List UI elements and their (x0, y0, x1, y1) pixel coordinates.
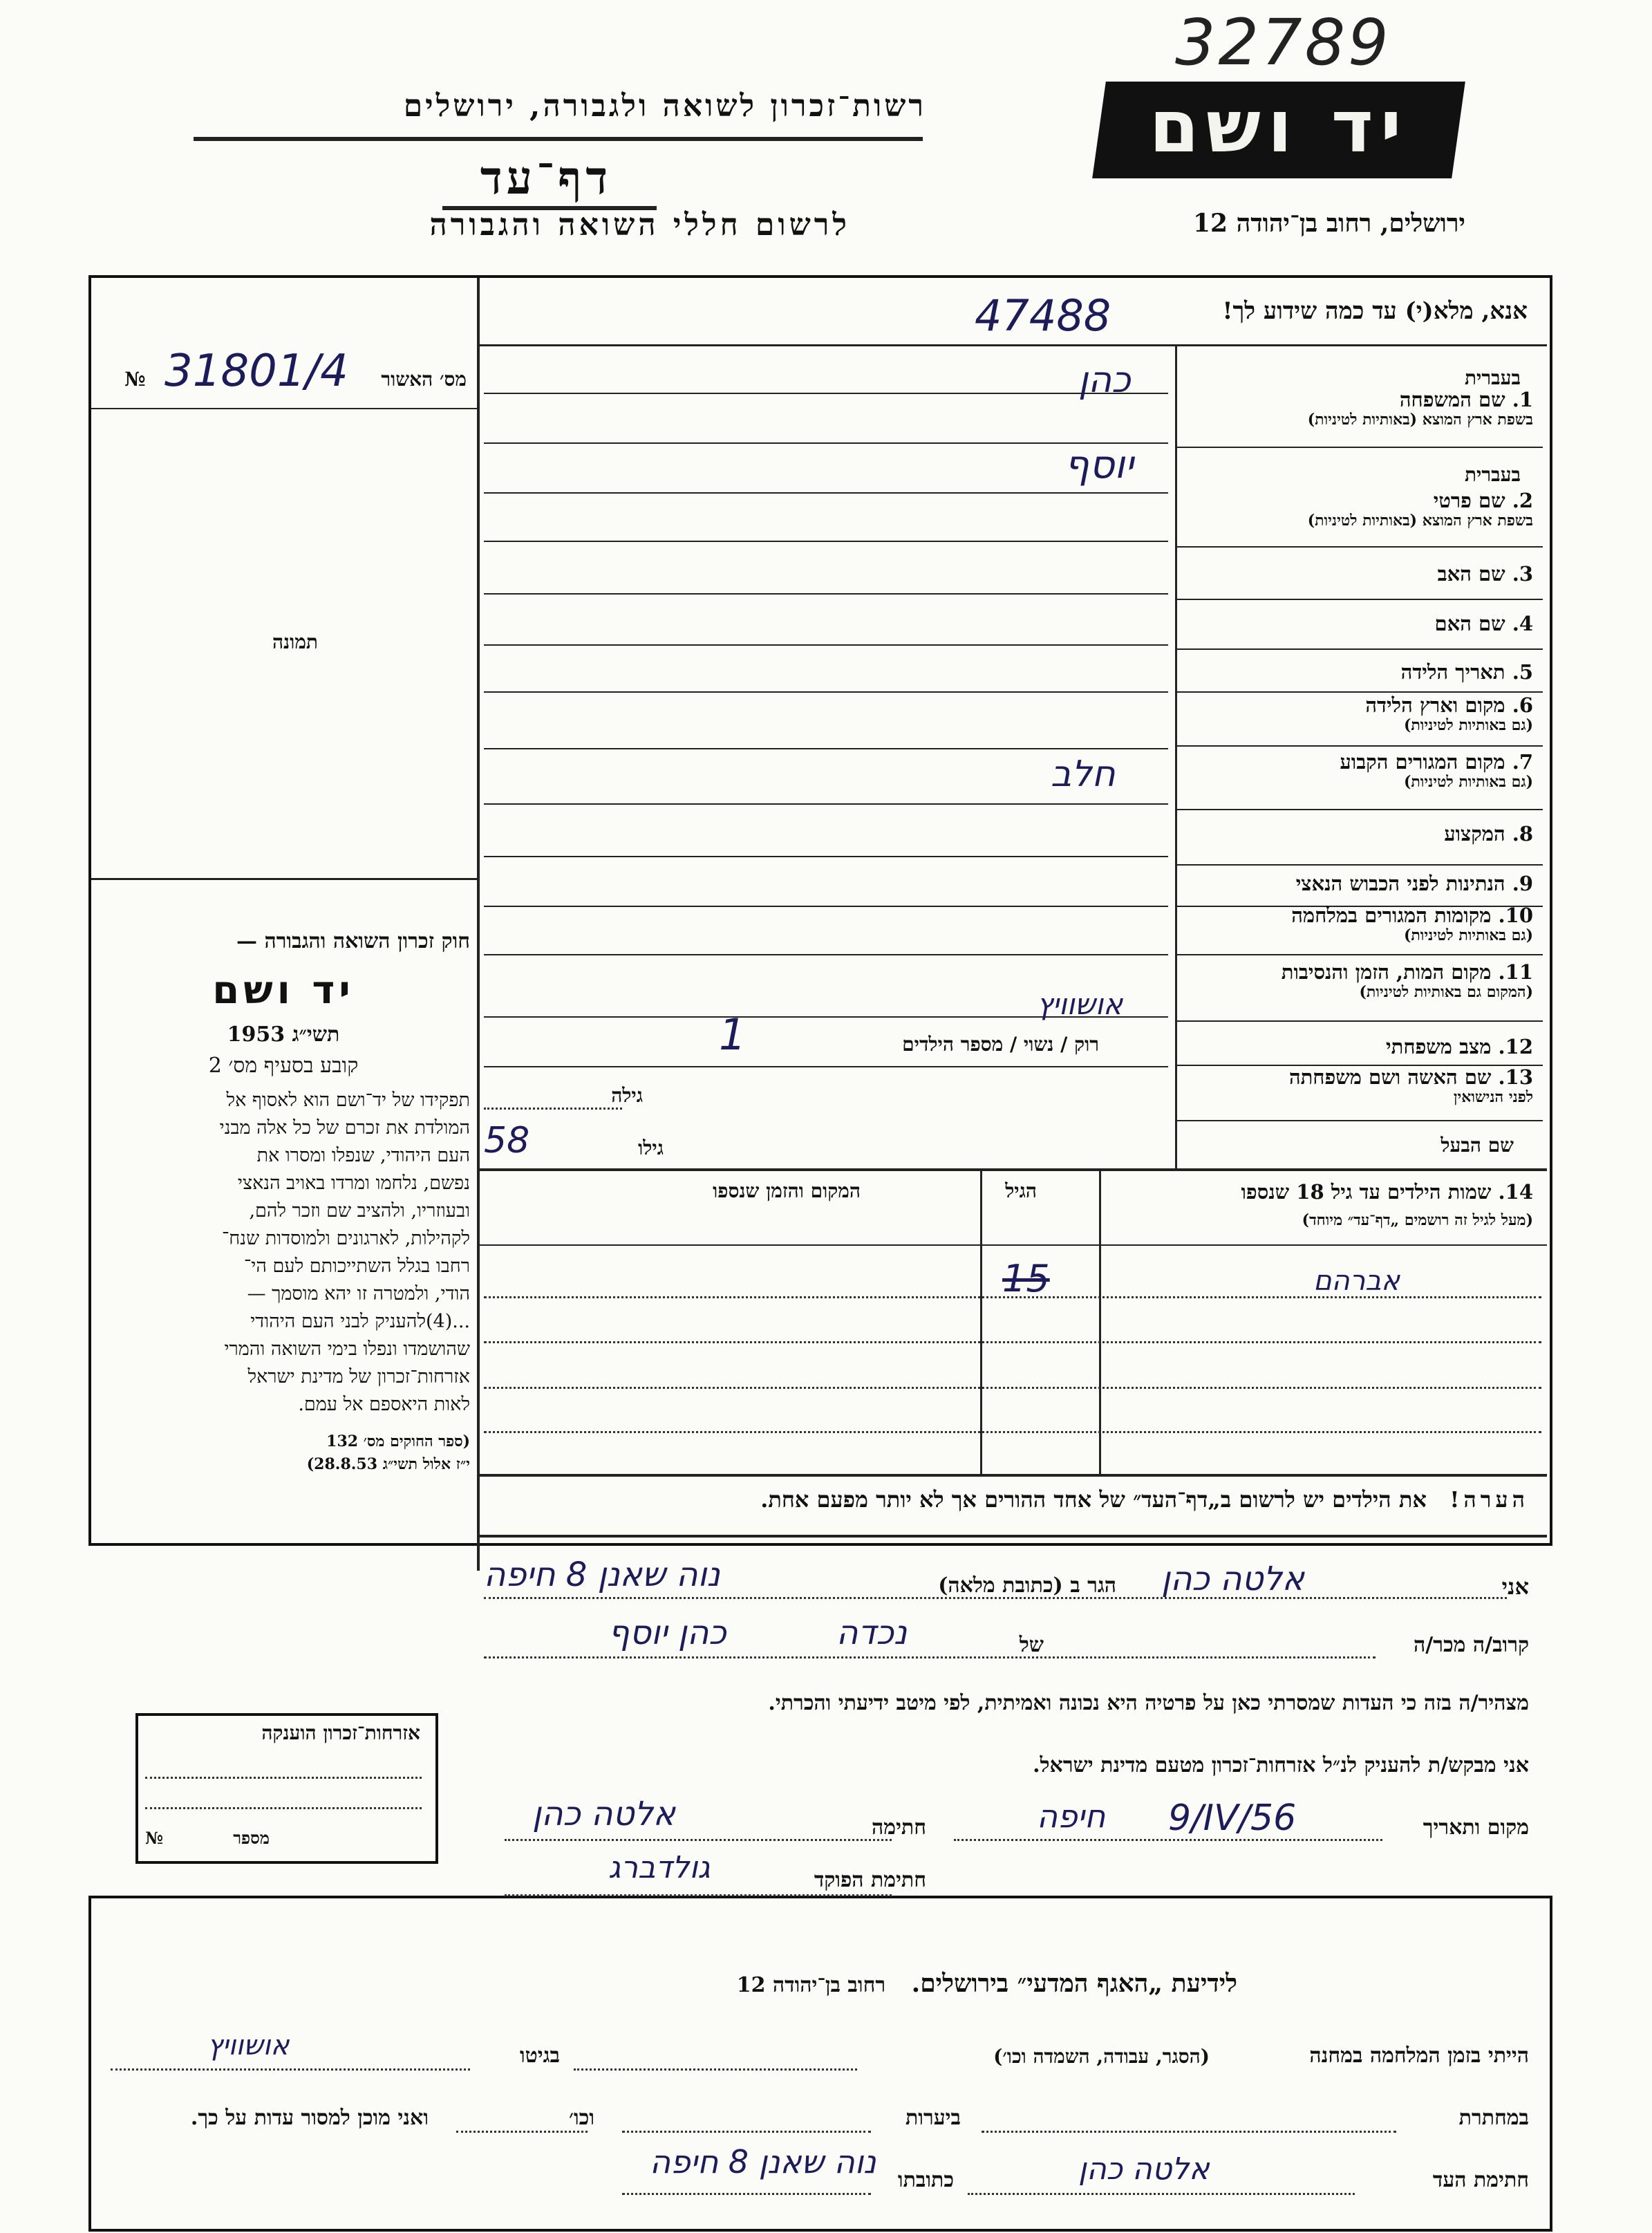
citizenship-box-line (145, 1807, 422, 1809)
field-5-birth-date (1174, 661, 1533, 684)
label-rule (1176, 864, 1543, 866)
address-line (484, 1597, 1507, 1599)
ready-to-testify: ואני מוכן למסור עדות על כך. (190, 2106, 429, 2130)
note-top-rule (478, 1474, 1547, 1477)
children-header-rule (478, 1244, 1547, 1246)
label-rule (1176, 1020, 1543, 1022)
archive-number: 32789 (1175, 6, 1391, 80)
officer-signature-value: גולדברג (608, 1850, 711, 1885)
label-rule (1176, 648, 1543, 650)
field-13-sub: לפני הנישואין (1453, 1088, 1533, 1107)
approval-label: מס׳ האשור (381, 368, 467, 391)
declarant-i-label: אני (1501, 1573, 1529, 1600)
note-bottom-rule (478, 1535, 1547, 1538)
children-age-col-left (980, 1170, 982, 1474)
wife-age-label: גילה (611, 1084, 643, 1107)
officer-signature-label: חתימת הפוקד (814, 1868, 926, 1892)
field-2-sub: בשפת ארץ המוצא (באותיות לטיניות) (1307, 512, 1533, 530)
signature-value: אלטה כהן (532, 1795, 675, 1833)
value-rule (484, 1066, 1168, 1067)
law-line: העם היהודי, שנפלו ומסרו את (256, 1144, 470, 1166)
children-row-rule (484, 1431, 1541, 1433)
ghetto-line (111, 2068, 470, 2071)
field-2-label: 2. שם פרטי (1433, 489, 1533, 512)
value-rule (484, 492, 1168, 494)
children-header (1091, 1181, 1533, 1230)
note-line (760, 1486, 1529, 1513)
field-1-value: כהן (1078, 359, 1131, 401)
field-6-sub: (גם באותיות לטיניות) (1403, 716, 1533, 735)
of-name: כהן יוסף (608, 1614, 726, 1652)
value-rule (484, 906, 1168, 907)
field-3-father-name (1174, 563, 1533, 586)
husband-age-value: 58 (484, 1120, 530, 1161)
label-rule (1176, 691, 1543, 693)
hiding-line (982, 2131, 1396, 2133)
label-rule (1176, 599, 1543, 600)
date-line (954, 1839, 1382, 1841)
law-line: אזרחות־זכרון של מדינת ישראל (247, 1365, 470, 1388)
witness-address-label: כתובתו (897, 2168, 954, 2192)
label-rule (1176, 546, 1543, 548)
note-text: את הילדים יש לרשום ב„דף־העד״ של אחד ההורים אך לא יותר מפעם אחת. (760, 1486, 1427, 1513)
photo-label: תמונה (272, 630, 318, 653)
field-9-nationality (1174, 872, 1533, 895)
place-date-label: מקום ותאריך (1423, 1815, 1529, 1840)
field-9-label: 9. הנתינות לפני הכבוש הנאצי (1295, 872, 1533, 895)
section-rule (478, 1168, 1547, 1171)
ghetto-value: אושוויץ (207, 2030, 290, 2062)
photo-area-bottom (91, 878, 478, 880)
witness-address-line (622, 2193, 871, 2195)
law-heading: חוק זכרון השואה והגבורה — (236, 929, 470, 953)
header-address: ירושלים, רחוב בן־יהודה 12 (1192, 209, 1465, 238)
law-line: תפקידו של יד־ושם הוא לאסוף אל (226, 1090, 470, 1112)
field-1-tag: בעברית (1464, 366, 1521, 389)
children-label: 14. שמות הילדים עד גיל 18 שנספו (1241, 1180, 1533, 1204)
officer-signature-line (505, 1894, 892, 1896)
relation-line (484, 1656, 1376, 1659)
citizenship-box-line (145, 1777, 422, 1779)
law-line: ובעוזריו, ולהציב שם וזכר להם, (249, 1199, 470, 1222)
citizenship-no-sign: № (145, 1828, 164, 1848)
law-line: הודי, ולמטרה זו יהא מוסמך — (247, 1282, 470, 1305)
value-rule (484, 856, 1168, 857)
place-value: חיפה (1037, 1797, 1106, 1835)
field-1-sub: בשפת ארץ המוצא (באותיות לטיניות) (1307, 411, 1533, 429)
institution-underline (194, 137, 923, 141)
citizenship-box-title: אזרחות־זכרון הוענקה (261, 1721, 420, 1744)
law-line: לקהילות, לארגונים ולמוסדות שנח־ (221, 1227, 470, 1249)
law-year: 1953 (227, 1022, 285, 1047)
field-7-value: חלב (1051, 754, 1116, 795)
field-11-value: אושוויץ (1037, 987, 1123, 1021)
relation-value: נכדה (836, 1614, 908, 1652)
instruction-text: אנא, מלא(י) עד כמה שידוע לך! (1222, 297, 1528, 325)
value-rule (484, 644, 1168, 646)
left-column-divider (477, 278, 480, 1571)
field-12-label: 12. מצב משפחתי (1386, 1035, 1533, 1058)
approval-value: 31801/4 (165, 346, 348, 397)
witness-signature-label: חתימת העד (1432, 2168, 1529, 2192)
field-10-wartime-residence (1174, 904, 1533, 945)
value-rule (484, 803, 1168, 805)
value-rule (484, 541, 1168, 542)
citizenship-number-label: מספר (233, 1828, 270, 1848)
label-rule (1176, 745, 1543, 747)
field-8-label: 8. המקצוע (1444, 822, 1533, 845)
forests-line (622, 2131, 871, 2133)
label-rule (1176, 809, 1543, 810)
field-2-given-name (1174, 489, 1533, 530)
law-line: לאות היאספם אל עמם. (298, 1393, 470, 1415)
signature-label: חתימה (872, 1815, 926, 1840)
field-7-label: 7. מקום המגורים הקבוע (1340, 750, 1533, 774)
child-1-name: אברהם (1313, 1265, 1400, 1297)
instruction-row-divider (478, 344, 1547, 346)
etc-line (456, 2131, 588, 2133)
law-line: רחבו בגלל השתייכותם לעם הי־ (243, 1255, 470, 1277)
law-date: י״ז אלול תשי״ג 28.8.53) (306, 1455, 470, 1474)
field-5-label: 5. תאריך הלידה (1400, 660, 1533, 684)
declarant-name: אלטה כהן (1161, 1560, 1304, 1598)
form-subtitle: לרשום חללי השואה והגבורה (429, 207, 850, 243)
yad-vashem-logo-text: יד ושם (1149, 84, 1409, 169)
field-11-sub: (המקום גם באותיות לטיניות) (1359, 983, 1533, 1002)
bottom-title (737, 1969, 1237, 1998)
field-13-label: 13. שם האשה ושם משפחתה (1288, 1065, 1533, 1089)
field-2-tag: בעברית (1464, 463, 1521, 486)
camp-line (574, 2068, 857, 2071)
field-4-mother-name (1174, 613, 1533, 635)
request-text: אני מבקש/ת להעניק לנ״ל אזרחות־זכרון מטעם מדינת ישראל. (1033, 1753, 1529, 1777)
witness-signature-line (968, 2193, 1355, 2195)
field-1-label: 1. שם המשפחה (1399, 388, 1533, 411)
statement-text: מצהיר/ה בזה כי העדות שמסרתי כאן על פרטיה היא נכונה ואמיתית, לפי מיטב ידיעתי והכרתי. (768, 1691, 1529, 1715)
children-sub: (מעל לגיל זה רושמים „דף־עד״ מיוחד) (1302, 1211, 1533, 1230)
field-7-residence (1174, 751, 1533, 792)
field-13-wife-name (1174, 1066, 1533, 1107)
value-rule (484, 748, 1168, 749)
witness-address: נוה שאנן 8 חיפה (650, 2143, 876, 2180)
field-7-sub: (גם באותיות לטיניות) (1403, 773, 1533, 792)
husband-name-label: שם הבעל (1440, 1134, 1514, 1157)
children-row-rule (484, 1341, 1541, 1343)
child-1-age: 15 (1002, 1257, 1050, 1300)
wartime-camp-label: הייתי בזמן המלחמה במחנה (1309, 2044, 1529, 2068)
field-8-profession (1174, 823, 1533, 845)
ghetto-label: בגיטו (519, 2044, 560, 2068)
value-rule (484, 593, 1168, 595)
field-1-family-name (1174, 389, 1533, 429)
law-logo: יד ושם (212, 968, 355, 1013)
children-age-header: הגיל (1005, 1179, 1037, 1202)
law-year-line (97, 1020, 470, 1050)
law-clause: קובע בסעיף מס׳ 2 (208, 1053, 359, 1078)
children-place-header: המקום והזמן שנספו (713, 1179, 861, 1202)
field-10-sub: (גם באותיות לטיניות) (1403, 926, 1533, 945)
hiding-label: במחתרת (1458, 2106, 1529, 2130)
field-12-marital-status (1174, 1036, 1533, 1058)
children-count: 1 (719, 1009, 747, 1060)
of-label: של (1019, 1633, 1044, 1657)
record-number: 47488 (975, 290, 1111, 341)
approval-no-sign: № (124, 368, 146, 391)
husband-age-label: גילו (638, 1137, 664, 1159)
children-row-rule (484, 1387, 1541, 1389)
etc-label: וכו׳ (569, 2106, 594, 2130)
field-11-death-place (1160, 961, 1533, 1002)
label-rule (1176, 954, 1543, 955)
declarant-address: נוה שאנן 8 חיפה (484, 1555, 720, 1594)
value-rule (484, 691, 1168, 693)
law-line: שהושמדו ונפלו בימי השואה והמרי (224, 1338, 470, 1360)
forests-label: ביערות (905, 2106, 961, 2130)
law-year-he: תשי״ג (292, 1022, 340, 1047)
signature-line (505, 1839, 892, 1841)
bottom-address: רחוב בן־יהודה 12 (736, 1973, 886, 1997)
resides-label: הגר ב (כתובת מלאה) (938, 1573, 1116, 1598)
value-rule (484, 393, 1168, 394)
date-value: 9/IV/56 (1168, 1797, 1297, 1839)
institution-name: רשות־זכרון לשואה ולגבורה, ירושלים (403, 88, 926, 124)
law-line: ...(4)להעניק לבני העם היהודי (250, 1310, 470, 1332)
law-section (97, 926, 470, 1476)
photo-area-top (91, 408, 478, 409)
field-4-label: 4. שם האם (1434, 612, 1533, 635)
law-line: נפשם, נלחמו ומרדו באויב הנאצי (237, 1172, 470, 1194)
witness-signature: אלטה כהן (1078, 2151, 1210, 2187)
marital-options: רוק / נשוי / מספר הילדים (902, 1033, 1099, 1056)
value-rule (484, 954, 1168, 955)
field-10-label: 10. מקומות המגורים במלחמה (1291, 904, 1533, 927)
field-6-label: 6. מקום וארץ הלידה (1365, 693, 1533, 717)
form-title: דף־עד (480, 151, 612, 205)
law-line: המולדת את זכרם של כל אלה מבני (219, 1117, 470, 1139)
field-2-value: יוסף (1064, 442, 1134, 487)
label-rule (1176, 447, 1543, 448)
law-ref: (ספר החוקים מס׳ 132 (326, 1432, 470, 1451)
relative-label: קרוב/ה מכר/ה (1414, 1633, 1529, 1657)
label-rule (1176, 1120, 1543, 1121)
wife-age-line (484, 1108, 622, 1110)
note-title: הערה! (1449, 1486, 1529, 1513)
field-6-birth-place (1174, 694, 1533, 735)
bottom-title-text: לידיעת „האגף המדעי״ בירושלים. (911, 1969, 1237, 1998)
field-11-label: 11. מקום המות, הזמן והנסיבות (1281, 960, 1533, 984)
camp-options: (הסגר, עבודה, השמדה וכו׳) (993, 2045, 1210, 2068)
field-3-label: 3. שם האב (1437, 562, 1533, 586)
